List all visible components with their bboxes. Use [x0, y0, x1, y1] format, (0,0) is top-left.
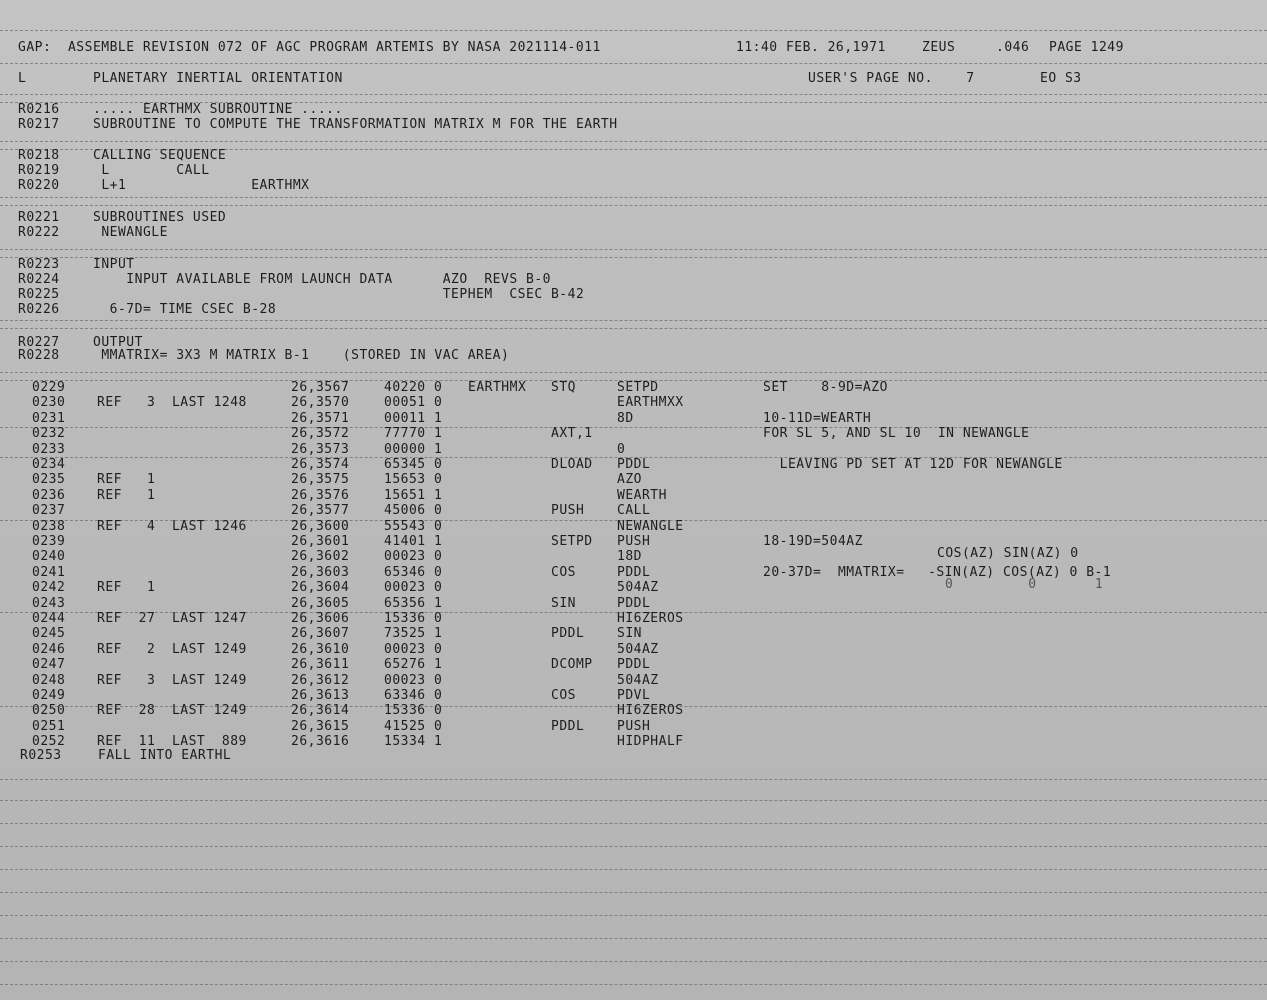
- operand: HI6ZEROS: [617, 703, 684, 719]
- address: 26,3574: [291, 457, 350, 472]
- operand: AZO: [617, 472, 642, 488]
- header-timestamp: 11:40 FEB. 26,1971: [736, 40, 886, 55]
- operand: PDDL: [617, 657, 651, 673]
- guide-line: [0, 320, 1267, 321]
- operand: PUSH: [617, 534, 651, 549]
- remark-id: R0226: [18, 302, 60, 317]
- guide-line: [0, 779, 1267, 780]
- remark-id: R0218: [18, 148, 60, 163]
- remark-text: FALL INTO EARTHL: [98, 748, 232, 763]
- octal-word: 15336 0: [384, 703, 443, 719]
- line-number: 0233: [32, 441, 66, 457]
- octal-word: 15336 0: [384, 611, 443, 626]
- opcode: STQ: [551, 380, 576, 395]
- address: 26,3571: [291, 410, 350, 426]
- opcode: COS: [551, 688, 576, 703]
- remark-text: L CALL: [93, 163, 210, 178]
- remark-id: R0216: [18, 102, 60, 117]
- line-number: 0240: [32, 549, 66, 565]
- octal-word: 73525 1: [384, 626, 443, 642]
- address: 26,3600: [291, 518, 350, 534]
- opcode: PDDL: [551, 718, 585, 734]
- line-number: 0229: [32, 380, 66, 395]
- octal-word: 65356 1: [384, 595, 443, 611]
- octal-word: 00051 0: [384, 395, 443, 411]
- section-title: PLANETARY INERTIAL ORIENTATION: [93, 71, 343, 86]
- address: 26,3567: [291, 380, 350, 395]
- line-number: 0249: [32, 688, 66, 703]
- remark-text: SUBROUTINE TO COMPUTE THE TRANSFORMATION MATRIX M FOR THE EARTH: [93, 117, 618, 132]
- guide-line: [0, 427, 1267, 428]
- guide-line: [0, 984, 1267, 985]
- operand: 504AZ: [617, 672, 659, 688]
- remark-id: R0225: [18, 287, 60, 302]
- octal-word: 77770 1: [384, 426, 443, 442]
- address: 26,3604: [291, 580, 350, 596]
- comment: 18-19D=504AZ: [763, 534, 863, 549]
- operand: PDDL: [617, 595, 651, 611]
- operand: EARTHMXX: [617, 395, 684, 411]
- remark-id: R0223: [18, 257, 60, 272]
- remark-text: OUTPUT: [93, 335, 143, 350]
- octal-word: 00023 0: [384, 641, 443, 657]
- ref-info: REF 11 LAST 889: [97, 734, 247, 750]
- guide-line: [0, 30, 1267, 31]
- remark-text: NEWANGLE: [93, 225, 168, 240]
- remark-text: ..... EARTHMX SUBROUTINE .....: [93, 102, 343, 117]
- matrix-row-3: 0 0 1: [945, 577, 1104, 592]
- octal-word: 15651 1: [384, 487, 443, 503]
- address: 26,3573: [291, 441, 350, 457]
- address: 26,3612: [291, 672, 350, 688]
- opcode: COS: [551, 564, 576, 580]
- operand: CALL: [617, 503, 651, 519]
- operand: PDDL: [617, 457, 651, 472]
- line-number: 0251: [32, 718, 66, 734]
- operand: PDVL: [617, 688, 651, 703]
- remark-id: R0222: [18, 225, 60, 240]
- octal-word: 65276 1: [384, 657, 443, 673]
- ref-info: REF 3 LAST 1249: [97, 672, 247, 688]
- octal-word: 00023 0: [384, 580, 443, 596]
- opcode: DLOAD: [551, 457, 593, 472]
- operand: 504AZ: [617, 641, 659, 657]
- guide-line: [0, 197, 1267, 198]
- users-page-number: USER'S PAGE NO. 7: [808, 71, 975, 86]
- remark-id: R0221: [18, 210, 60, 225]
- remark-id: R0227: [18, 335, 60, 350]
- line-number: 0247: [32, 657, 66, 673]
- operand: SETPD: [617, 380, 659, 395]
- footer-remark: [0, 748, 232, 763]
- operand: 0: [617, 441, 626, 457]
- label: EARTHMX: [468, 380, 527, 395]
- remark-id: R0217: [18, 117, 60, 132]
- opcode: SIN: [551, 595, 576, 611]
- operand: 8D: [617, 410, 634, 426]
- comment: SET 8-9D=AZO: [763, 380, 888, 395]
- section-code: EO S3: [1040, 71, 1082, 86]
- line-number: 0252: [32, 734, 66, 750]
- guide-line: [0, 249, 1267, 250]
- comment: 10-11D=WEARTH: [763, 410, 872, 426]
- line-number: 0237: [32, 503, 66, 519]
- line-number: 0248: [32, 672, 66, 688]
- ref-info: REF 3 LAST 1248: [97, 395, 247, 411]
- address: 26,3616: [291, 734, 350, 750]
- guide-line: [0, 915, 1267, 916]
- address: 26,3607: [291, 626, 350, 642]
- octal-word: 40220 0: [384, 380, 443, 395]
- octal-word: 65346 0: [384, 564, 443, 580]
- line-number: 0231: [32, 410, 66, 426]
- comment: FOR SL 5, AND SL 10 IN NEWANGLE: [763, 426, 1030, 442]
- remark-text: INPUT: [93, 257, 135, 272]
- matrix-row-1: COS(AZ) SIN(AZ) 0: [937, 546, 1079, 561]
- guide-line: [0, 938, 1267, 939]
- address: 26,3613: [291, 688, 350, 703]
- header-program-line: GAP: ASSEMBLE REVISION 072 OF AGC PROGRAM ARTEMIS BY NASA 2021114-011: [18, 40, 601, 55]
- line-number: 0250: [32, 703, 66, 719]
- octal-word: 00011 1: [384, 410, 443, 426]
- line-number: 0236: [32, 487, 66, 503]
- line-number: 0239: [32, 534, 66, 549]
- remark-text: L+1 EARTHMX: [93, 178, 310, 193]
- operand: 504AZ: [617, 580, 659, 596]
- address: 26,3575: [291, 472, 350, 488]
- address: 26,3576: [291, 487, 350, 503]
- section-header: [0, 71, 1082, 86]
- octal-word: 41525 0: [384, 718, 443, 734]
- line-number: 0245: [32, 626, 66, 642]
- address: 26,3610: [291, 641, 350, 657]
- octal-word: 00000 1: [384, 441, 443, 457]
- guide-line: [0, 205, 1267, 206]
- octal-word: 00023 0: [384, 549, 443, 565]
- operand: SIN: [617, 626, 642, 642]
- address: 26,3614: [291, 703, 350, 719]
- matrix-row-2: -SIN(AZ) COS(AZ) 0 B-1: [928, 564, 1112, 580]
- remark-text: INPUT AVAILABLE FROM LAUNCH DATA AZO REVS B-0: [93, 272, 551, 287]
- octal-word: 00023 0: [384, 672, 443, 688]
- octal-word: 65345 0: [384, 457, 443, 472]
- remark-text: CALLING SEQUENCE: [93, 148, 227, 163]
- opcode: AXT,1: [551, 426, 593, 442]
- remark-text: MMATRIX= 3X3 M MATRIX B-1 (STORED IN VAC AREA): [93, 348, 510, 363]
- address: 26,3603: [291, 564, 350, 580]
- ref-info: REF 28 LAST 1249: [97, 703, 247, 719]
- header-site: ZEUS: [922, 40, 956, 55]
- guide-line: [0, 372, 1267, 373]
- remark-text: 6-7D= TIME CSEC B-28: [93, 302, 277, 317]
- operand: HIDPHALF: [617, 734, 684, 750]
- header-page-number: PAGE 1249: [1049, 40, 1124, 55]
- line-number: 0238: [32, 518, 66, 534]
- remark-text: TEPHEM CSEC B-42: [93, 287, 585, 302]
- ref-info: REF 1: [97, 472, 156, 488]
- address: 26,3615: [291, 718, 350, 734]
- page-header: [0, 40, 1124, 55]
- operand: PDDL: [617, 564, 651, 580]
- ref-info: REF 1: [97, 580, 156, 596]
- guide-line: [0, 823, 1267, 824]
- address: 26,3572: [291, 426, 350, 442]
- line-number: 0232: [32, 426, 66, 442]
- comment: LEAVING PD SET AT 12D FOR NEWANGLE: [763, 457, 1063, 472]
- line-number: 0246: [32, 641, 66, 657]
- opcode: PDDL: [551, 626, 585, 642]
- opcode: PUSH: [551, 503, 585, 519]
- octal-word: 41401 1: [384, 534, 443, 549]
- remark-text: SUBROUTINES USED: [93, 210, 227, 225]
- line-number: 0242: [32, 580, 66, 596]
- log-marker: L: [18, 71, 27, 86]
- line-number: 0244: [32, 611, 66, 626]
- guide-line: [0, 961, 1267, 962]
- remark-id: R0219: [18, 163, 60, 178]
- address: 26,3606: [291, 611, 350, 626]
- address: 26,3602: [291, 549, 350, 565]
- address: 26,3577: [291, 503, 350, 519]
- comment: 20-37D= MMATRIX=: [763, 564, 905, 580]
- line-number: 0234: [32, 457, 66, 472]
- opcode: SETPD: [551, 534, 593, 549]
- opcode: DCOMP: [551, 657, 593, 673]
- remark-id: R0224: [18, 272, 60, 287]
- octal-word: 55543 0: [384, 518, 443, 534]
- guide-line: [0, 63, 1267, 64]
- line-number: 0241: [32, 564, 66, 580]
- operand: 18D: [617, 549, 642, 565]
- guide-line: [0, 892, 1267, 893]
- remark-id: R0220: [18, 178, 60, 193]
- line-number: 0235: [32, 472, 66, 488]
- line-number: 0230: [32, 395, 66, 411]
- operand: NEWANGLE: [617, 518, 684, 534]
- octal-word: 63346 0: [384, 688, 443, 703]
- operand: WEARTH: [617, 487, 667, 503]
- ref-info: REF 2 LAST 1249: [97, 641, 247, 657]
- guide-line: [0, 846, 1267, 847]
- address: 26,3611: [291, 657, 350, 673]
- octal-word: 15334 1: [384, 734, 443, 750]
- guide-line: [0, 869, 1267, 870]
- guide-line: [0, 94, 1267, 95]
- guide-line: [0, 328, 1267, 329]
- header-fraction: .046: [996, 40, 1030, 55]
- address: 26,3570: [291, 395, 350, 411]
- ref-info: REF 1: [97, 487, 156, 503]
- remark-id: R0253: [20, 748, 62, 763]
- remark-id: R0228: [18, 348, 60, 363]
- guide-line: [0, 141, 1267, 142]
- ref-info: REF 4 LAST 1246: [97, 518, 247, 534]
- guide-line: [0, 257, 1267, 258]
- address: 26,3601: [291, 534, 350, 549]
- operand: HI6ZEROS: [617, 611, 684, 626]
- guide-line: [0, 800, 1267, 801]
- octal-word: 45006 0: [384, 503, 443, 519]
- ref-info: REF 27 LAST 1247: [97, 611, 247, 626]
- line-number: 0243: [32, 595, 66, 611]
- address: 26,3605: [291, 595, 350, 611]
- operand: PUSH: [617, 718, 651, 734]
- octal-word: 15653 0: [384, 472, 443, 488]
